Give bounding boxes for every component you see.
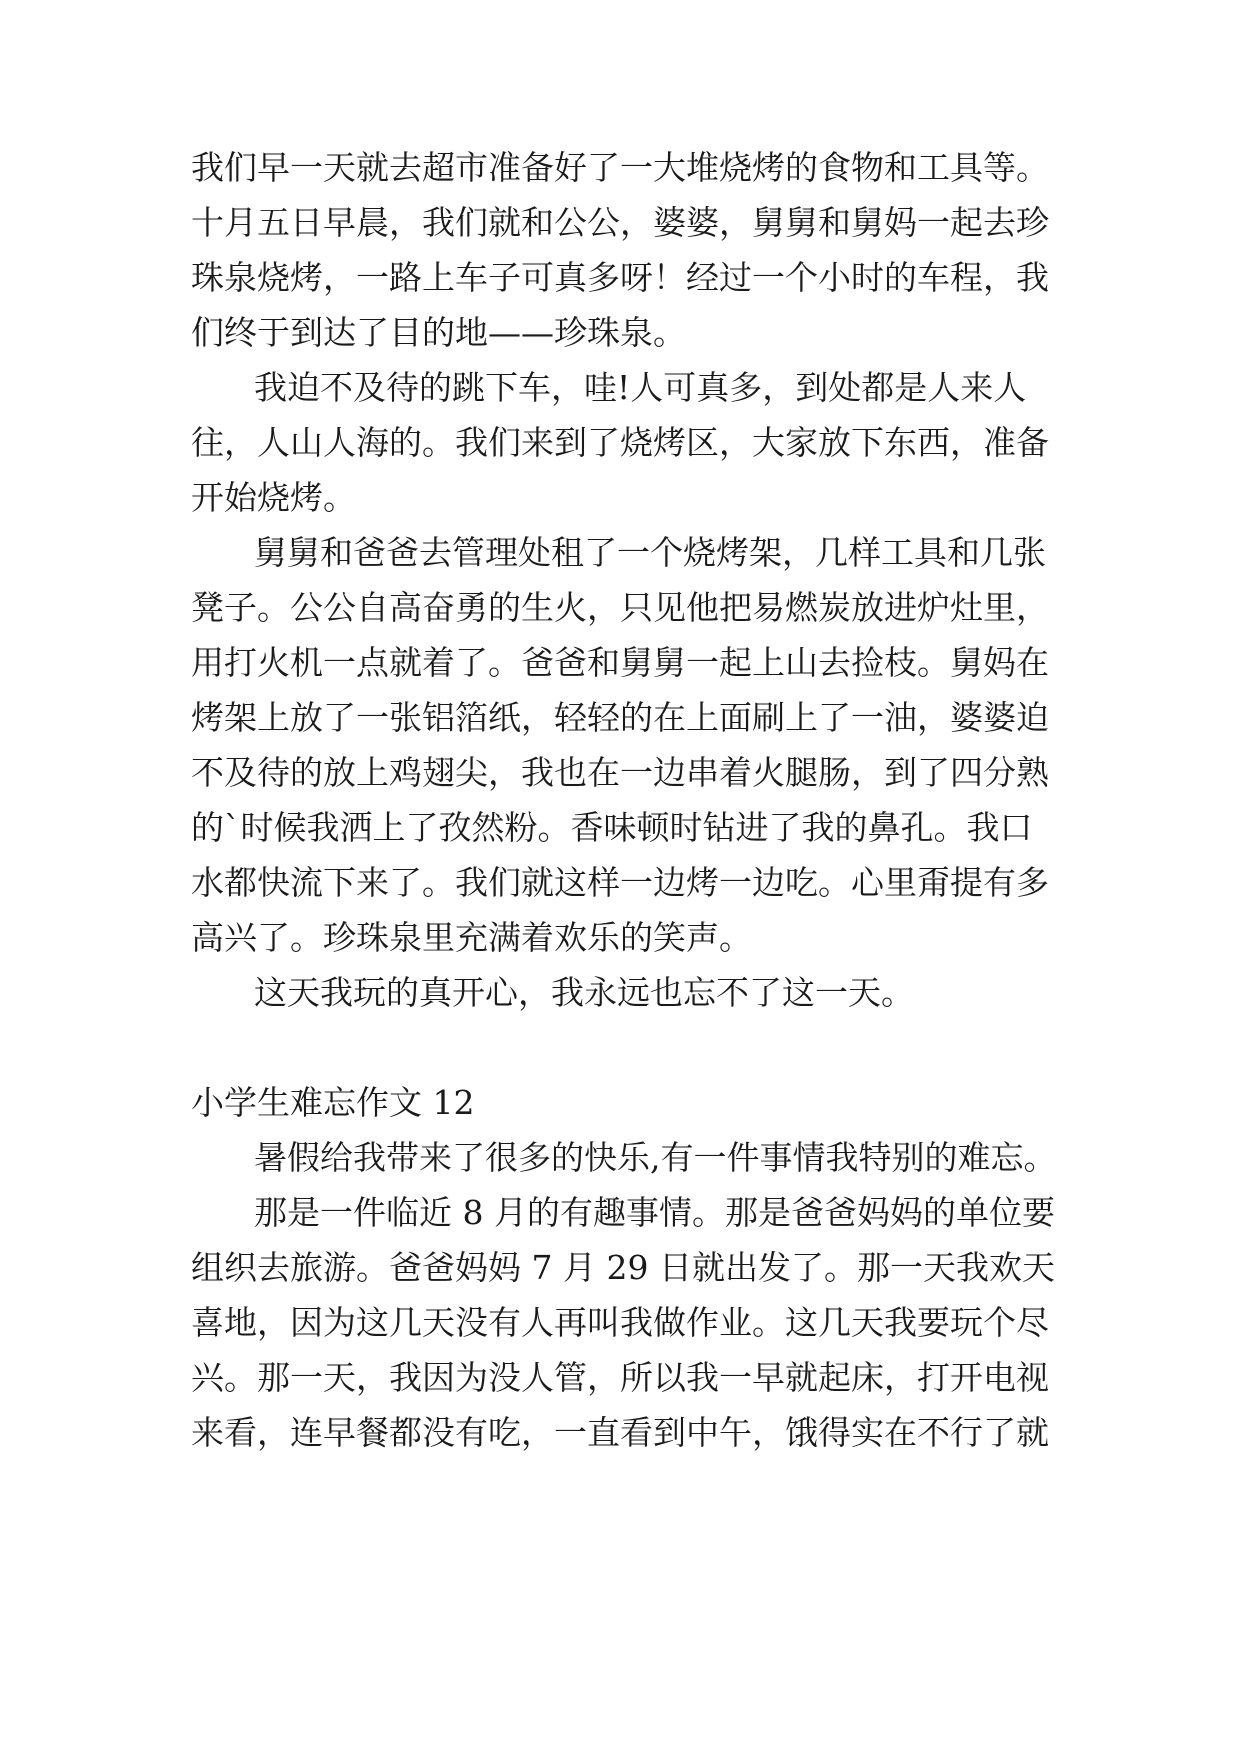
paragraph-3-line-8: 高兴了。珍珠泉里充满着欢乐的笑声。 [191,918,752,957]
paragraph-3-line-4: 烤架上放了一张铝箔纸，轻轻的在上面刷上了一油，婆婆迫 [191,698,1049,737]
paragraph-6-line-1: 那是一件临近 8 月的有趣事情。那是爸爸妈妈的单位要 [254,1193,1055,1232]
paragraph-2-line-3: 开始烧烤。 [191,478,356,517]
section-title: 小学生难忘作文 12 [191,1083,475,1122]
paragraph-6-line-3: 喜地，因为这几天没有人再叫我做作业。这几天我要玩个尽 [191,1303,1049,1342]
paragraph-3-line-5: 不及待的放上鸡翅尖，我也在一边串着火腿肠，到了四分熟 [191,753,1049,792]
paragraph-1-line-3: 珠泉烧烤，一路上车子可真多呀！经过一个小时的车程，我 [191,258,1049,297]
paragraph-1-line-4: 们终于到达了目的地——珍珠泉。 [191,313,686,352]
paragraph-3-line-7: 水都快流下来了。我们就这样一边烤一边吃。心里甭提有多 [191,863,1049,902]
paragraph-6-line-4: 兴。那一天，我因为没人管，所以我一早就起床，打开电视 [191,1358,1049,1397]
paragraph-3-line-1: 舅舅和爸爸去管理处租了一个烧烤架，几样工具和几张 [254,533,1046,572]
paragraph-6-line-2: 组织去旅游。爸爸妈妈 7 月 29 日就出发了。那一天我欢天 [191,1248,1055,1287]
paragraph-3-line-3: 用打火机一点就着了。爸爸和舅舅一起上山去捡枝。舅妈在 [191,643,1049,682]
paragraph-2-line-2: 往，人山人海的。我们来到了烧烤区，大家放下东西，准备 [191,423,1049,462]
paragraph-3-line-6: 的`时候我洒上了孜然粉。香味顿时钻进了我的鼻孔。我口 [191,808,1033,847]
paragraph-1-line-1: 我们早一天就去超市准备好了一大堆烧烤的食物和工具等。 [191,148,1049,187]
paragraph-4-line-1: 这天我玩的真开心，我永远也忘不了这一天。 [254,973,914,1012]
paragraph-1-line-2: 十月五日早晨，我们就和公公，婆婆，舅舅和舅妈一起去珍 [191,203,1049,242]
paragraph-6-line-5: 来看，连早餐都没有吃，一直看到中午，饿得实在不行了就 [191,1413,1049,1452]
paragraph-2-line-1: 我迫不及待的跳下车，哇!人可真多，到处都是人来人 [254,368,1027,407]
paragraph-5-line-1: 暑假给我带来了很多的快乐,有一件事情我特别的难忘。 [254,1138,1057,1177]
paragraph-3-line-2: 凳子。公公自高奋勇的生火，只见他把易燃炭放进炉灶里， [191,588,1049,627]
